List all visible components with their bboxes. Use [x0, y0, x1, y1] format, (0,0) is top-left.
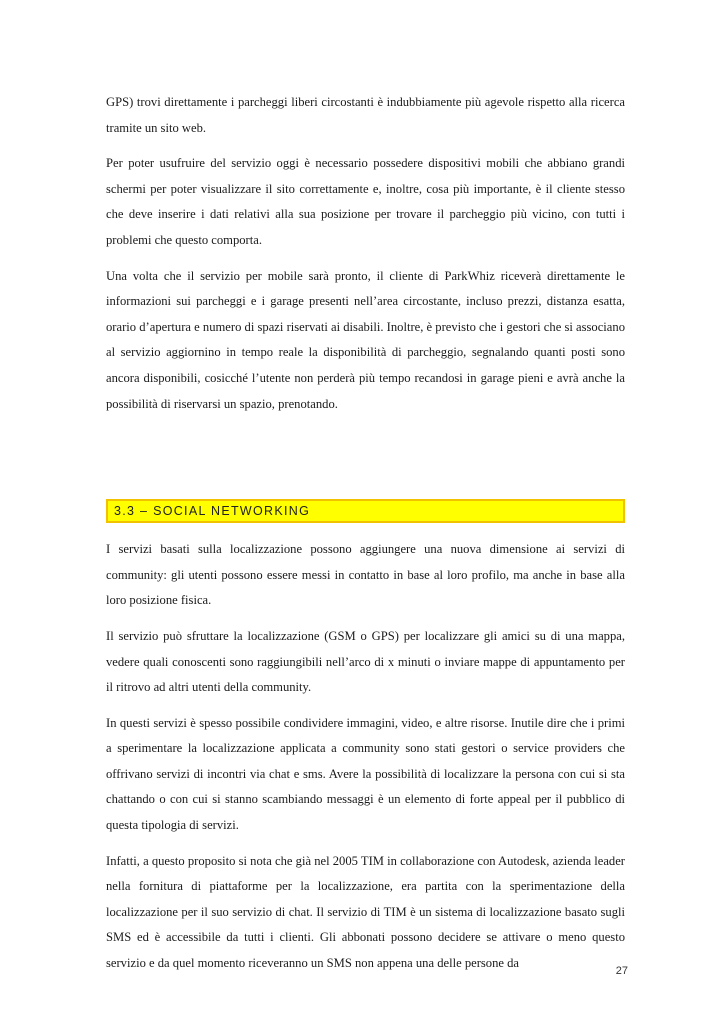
paragraph-gps-continuation: GPS) trovi direttamente i parcheggi liberi circostanti è indubbiamente più agevole rispetto alla ricerca tramite un sito web. [106, 95, 625, 135]
paragraph-mobile-devices: Per poter usufruire del servizio oggi è necessario possedere dispositivi mobili che abbiano grandi schermi per poter visualizzare il sito correttamente e, inoltre, cosa più importante, è il cliente stesso che deve inserire i dati relativi alla sua posizione per trovare il parcheggio più vicino, con tutti i problemi che questo comporta. [106, 156, 625, 247]
section-spacer [106, 427, 625, 499]
paragraph-parkwhiz: Una volta che il servizio per mobile sarà pronto, il cliente di ParkWhiz riceverà direttamente le informazioni sui parcheggi e i garage presenti nell’area circostante, incluso prezzi, distanza esatta, orario d’apertura e numero di spazi riservati ai disabili. Inoltre, è previsto che i gestori che si associano al servizio aggiornino in tempo reale la disponibilità di parcheggio, segnalando quanti posti sono ancora disponibili, cosicché l’utente non perderà più tempo recandosi in garage pieni e avrà anche la possibilità di riservarsi un spazio, prenotando. [106, 268, 625, 411]
page-number: 27 [615, 965, 628, 977]
paragraph-tim-autodesk: Infatti, a questo proposito si nota che già nel 2005 TIM in collaborazione con Autodesk, azienda leader nella fornitura di piattaforme per la localizzazione, era partita con la sperimentazione della localizzazione per il suo servizio di chat. Il servizio di TIM è un sistema di localizzazione basato sugli SMS ed è accessibile da tutti i clienti. Gli abbonati possono decidere se attivare o meno questo servizio e da quel momento riceveranno un SMS non appena una delle persone da [106, 853, 625, 971]
paragraph-sharing-media: In questi servizi è spesso possibile condividere immagini, video, e altre risorse. Inutile dire che i primi a sperimentare la localizzazione applicata a community sono stati gestori o service providers che offrivano servizi di incontri via chat e sms. Avere la possibilità di localizzare la persona con cui si sta chattando o con cui si stanno scambiando messaggi è un elemento di forte appeal per il pubblico di questa tipologia di servizi. [106, 715, 625, 833]
document-page [106, 90, 625, 987]
section-heading-social-networking: 3.3 – SOCIAL NETWORKING [106, 499, 625, 523]
paragraph-community-services: I servizi basati sulla localizzazione possono aggiungere una nuova dimensione ai servizi di community: gli utenti possono essere messi in contatto in base al loro profilo, ma anche in base alla loro posizione fisica. [106, 542, 625, 608]
paragraph-gsm-gps: Il servizio può sfruttare la localizzazione (GSM o GPS) per localizzare gli amici su di una mappa, vedere quali conoscenti sono raggiungibili nell’arco di x minuti o inviare mappe di appuntamento per il ritrovo ad altri utenti della community. [106, 628, 625, 695]
